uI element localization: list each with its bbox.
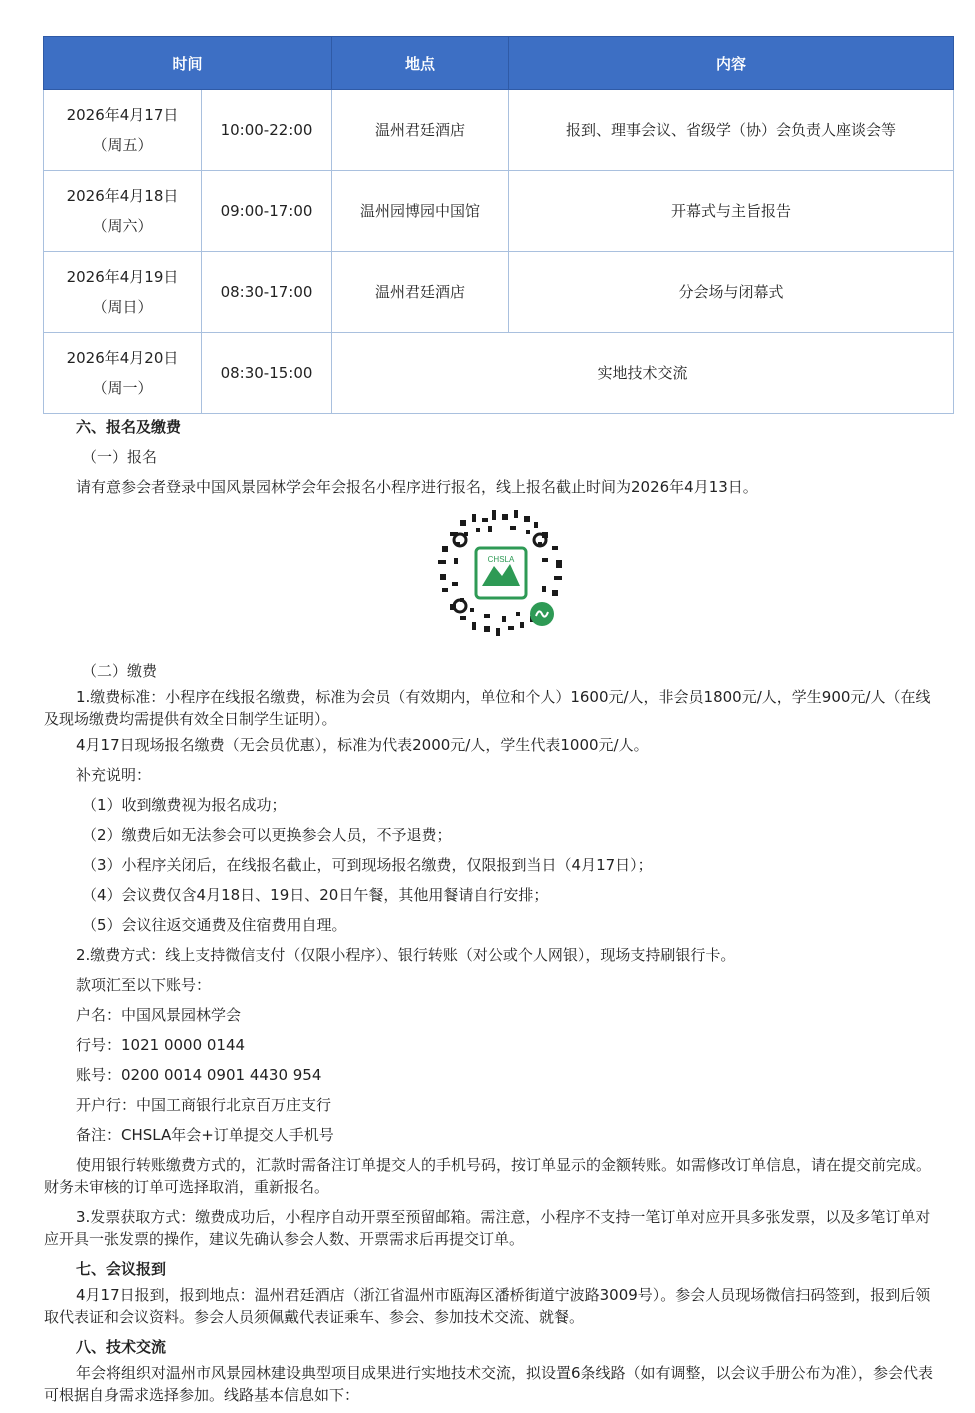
- registration-text: 请有意参会者登录中国风景园林学会年会报名小程序进行报名，线上报名截止时间为2026年4月13日。: [76, 478, 758, 496]
- logo-text: CHSLA: [487, 555, 515, 564]
- header-content: 内容: [509, 37, 954, 90]
- table-header-row: [44, 37, 954, 90]
- content-cell: 分会场与闭幕式: [509, 252, 954, 333]
- time-cell: 08:30-17:00: [202, 252, 332, 333]
- note-item: （3）小程序关闭后，在线报名截止，可到现场报名缴费，仅限报到当日（4月17日）；: [82, 856, 653, 874]
- time-cell: 10:00-22:00: [202, 90, 332, 171]
- checkin-text: 4月17日报到，报到地点：温州君廷酒店（浙江省温州市瓯海区潘桥街道宁波路3009号）。参会人员现场微信扫码签到，报到后领取代表证和会议资料。参会人员须佩戴代表证乘车、参会、参加技术交流、就餐。: [44, 1286, 931, 1326]
- account-intro: 款项汇至以下账号：: [76, 976, 212, 994]
- sub-payment: （二）缴费: [82, 662, 158, 680]
- account-number: 账号：0200 0014 0901 4430 954: [76, 1066, 322, 1084]
- table-row: [44, 90, 954, 171]
- section-6-title: 六、报名及缴费: [76, 418, 182, 436]
- time-cell: 09:00-17:00: [202, 171, 332, 252]
- schedule-table: [43, 36, 954, 414]
- sub-registration: （一）报名: [82, 448, 158, 466]
- transfer-note: 使用银行转账缴费方式的，汇款时需备注订单提交人的手机号码，按订单显示的金额转账。如需修改订单信息，请在提交前完成。财务未审核的订单可选择取消，重新报名。: [44, 1156, 932, 1196]
- table-row: [44, 333, 954, 414]
- payment-method: 2.缴费方式：线上支持微信支付（仅限小程序）、银行转账（对公或个人网银），现场支持刷银行卡。: [76, 946, 736, 964]
- section-8-title: 八、技术交流: [76, 1338, 167, 1356]
- document-body: [44, 412, 944, 1406]
- note-item: （2）缴费后如无法参会可以更换参会人员，不予退费；: [82, 826, 452, 844]
- header-place: 地点: [332, 37, 509, 90]
- date-cell: 2026年4月18日 （周六）: [44, 171, 202, 252]
- date-cell: 2026年4月17日 （周五）: [44, 90, 202, 171]
- place-cell: 温州君廷酒店: [332, 252, 509, 333]
- note-title: 补充说明：: [76, 766, 152, 784]
- section-7-title: 七、会议报到: [76, 1260, 167, 1278]
- qr-block: [44, 502, 944, 652]
- content-cell: 报到、理事会议、省级学（协）会负责人座谈会等: [509, 90, 954, 171]
- bank-branch: 开户行：中国工商银行北京百万庄支行: [76, 1096, 332, 1114]
- date-cell: 2026年4月19日 （周日）: [44, 252, 202, 333]
- content-cell: 开幕式与主旨报告: [509, 171, 954, 252]
- date-cell: 2026年4月20日 （周一）: [44, 333, 202, 414]
- table-row: [44, 252, 954, 333]
- note-item: （1）收到缴费视为报名成功；: [82, 796, 287, 814]
- account-name: 户名：中国风景园林学会: [76, 1006, 242, 1024]
- bank-code: 行号：1021 0000 0144: [76, 1036, 246, 1054]
- place-cell: 温州君廷酒店: [332, 90, 509, 171]
- remark: 备注：CHSLA年会+订单提交人手机号: [76, 1126, 334, 1144]
- onsite-fee: 4月17日现场报名缴费（无会员优惠），标准为代表2000元/人，学生代表1000元/人。: [76, 736, 649, 754]
- time-cell: 08:30-15:00: [202, 333, 332, 414]
- note-item: （4）会议费仅含4月18日、19日、20日午餐，其他用餐请自行安排；: [82, 886, 549, 904]
- invoice-text: 3.发票获取方式：缴费成功后，小程序自动开票至预留邮箱。需注意，小程序不支持一笔订单对应开具多张发票，以及多笔订单对应开具一张发票的操作，建议先确认参会人数、开票需求后再提交订单。: [44, 1208, 931, 1248]
- table-row: [44, 171, 954, 252]
- header-time: 时间: [44, 37, 332, 90]
- place-cell: 温州园博园中国馆: [332, 171, 509, 252]
- note-item: （5）会议往返交通费及住宿费用自理。: [82, 916, 347, 934]
- merged-content-cell: 实地技术交流: [332, 333, 954, 414]
- mini-program-qr-code[interactable]: [430, 502, 572, 644]
- tech-exchange-text: 年会将组织对温州市风景园林建设典型项目成果进行实地技术交流，拟设置6条线路（如有调整，以会议手册公布为准），参会代表可根据自身需求选择参加。线路基本信息如下：: [44, 1364, 934, 1404]
- fee-standard: 1.缴费标准：小程序在线报名缴费，标准为会员（有效期内，单位和个人）1600元/人，非会员1800元/人，学生900元/人（在线及现场缴费均需提供有效全日制学生证明）。: [44, 688, 931, 728]
